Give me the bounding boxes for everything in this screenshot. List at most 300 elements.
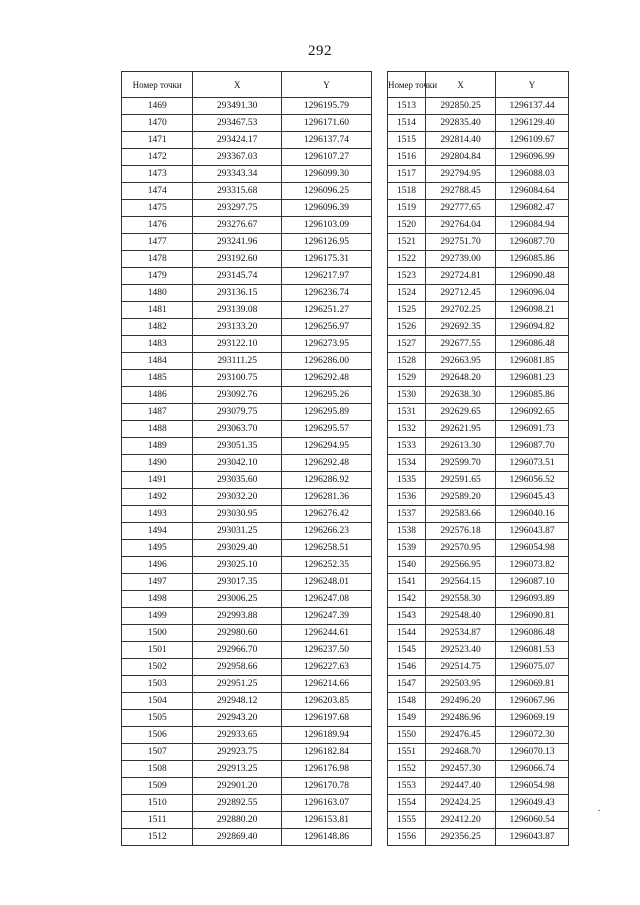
point-number-cell: 1471 [122, 132, 193, 149]
table-row [388, 370, 569, 387]
y-coordinate-cell: 1296175.31 [281, 251, 371, 268]
table-row [388, 285, 569, 302]
x-coordinate-cell: 292892.55 [193, 795, 282, 812]
y-coordinate-cell: 1296096.25 [281, 183, 371, 200]
x-coordinate-cell: 293133.20 [193, 319, 282, 336]
table-row [122, 404, 372, 421]
point-number-cell: 1524 [388, 285, 426, 302]
point-number-cell: 1536 [388, 489, 426, 506]
y-coordinate-cell: 1296085.86 [496, 251, 569, 268]
x-coordinate-cell: 293145.74 [193, 268, 282, 285]
x-coordinate-cell: 293122.10 [193, 336, 282, 353]
header-x: X [193, 72, 282, 98]
point-number-cell: 1544 [388, 625, 426, 642]
y-coordinate-cell: 1296148.86 [281, 829, 371, 846]
table-row [122, 438, 372, 455]
y-coordinate-cell: 1296087.70 [496, 438, 569, 455]
table-row [122, 591, 372, 608]
y-coordinate-cell: 1296045.43 [496, 489, 569, 506]
y-coordinate-cell: 1296049.43 [496, 795, 569, 812]
table-row [388, 387, 569, 404]
y-coordinate-cell: 1296153.81 [281, 812, 371, 829]
x-coordinate-cell: 293029.40 [193, 540, 282, 557]
point-number-cell: 1529 [388, 370, 426, 387]
point-number-cell: 1525 [388, 302, 426, 319]
table-row [122, 761, 372, 778]
point-number-cell: 1499 [122, 608, 193, 625]
point-number-cell: 1492 [122, 489, 193, 506]
x-coordinate-cell: 292599.70 [426, 455, 496, 472]
y-coordinate-cell: 1296217.97 [281, 268, 371, 285]
table-row [388, 98, 569, 115]
point-number-cell: 1540 [388, 557, 426, 574]
point-number-cell: 1531 [388, 404, 426, 421]
point-number-cell: 1511 [122, 812, 193, 829]
y-coordinate-cell: 1296098.21 [496, 302, 569, 319]
y-coordinate-cell: 1296086.48 [496, 336, 569, 353]
point-number-cell: 1491 [122, 472, 193, 489]
table-row [388, 625, 569, 642]
x-coordinate-cell: 293192.60 [193, 251, 282, 268]
x-coordinate-cell: 292724.81 [426, 268, 496, 285]
point-number-cell: 1537 [388, 506, 426, 523]
point-number-cell: 1490 [122, 455, 193, 472]
x-coordinate-cell: 292869.40 [193, 829, 282, 846]
x-coordinate-cell: 293467.53 [193, 115, 282, 132]
x-coordinate-cell: 292476.45 [426, 727, 496, 744]
table-row [388, 574, 569, 591]
y-coordinate-cell: 1296252.35 [281, 557, 371, 574]
x-coordinate-cell: 292648.20 [426, 370, 496, 387]
x-coordinate-cell: 292638.30 [426, 387, 496, 404]
point-number-cell: 1545 [388, 642, 426, 659]
table-row [388, 506, 569, 523]
table-row [122, 353, 372, 370]
x-coordinate-cell: 293006.25 [193, 591, 282, 608]
x-coordinate-cell: 293297.75 [193, 200, 282, 217]
y-coordinate-cell: 1296090.81 [496, 608, 569, 625]
point-number-cell: 1481 [122, 302, 193, 319]
x-coordinate-cell: 292447.40 [426, 778, 496, 795]
x-coordinate-cell: 292558.30 [426, 591, 496, 608]
table-row [388, 251, 569, 268]
x-coordinate-cell: 293424.17 [193, 132, 282, 149]
table-row [122, 302, 372, 319]
y-coordinate-cell: 1296256.97 [281, 319, 371, 336]
table-row [388, 166, 569, 183]
y-coordinate-cell: 1296251.27 [281, 302, 371, 319]
y-coordinate-cell: 1296073.82 [496, 557, 569, 574]
x-coordinate-cell: 292951.25 [193, 676, 282, 693]
point-number-cell: 1528 [388, 353, 426, 370]
y-coordinate-cell: 1296091.73 [496, 421, 569, 438]
x-coordinate-cell: 292788.45 [426, 183, 496, 200]
table-row [122, 574, 372, 591]
y-coordinate-cell: 1296203.85 [281, 693, 371, 710]
point-number-cell: 1483 [122, 336, 193, 353]
x-coordinate-cell: 293136.15 [193, 285, 282, 302]
table-row [388, 557, 569, 574]
table-row [388, 693, 569, 710]
x-coordinate-cell: 293035.60 [193, 472, 282, 489]
x-coordinate-cell: 293051.35 [193, 438, 282, 455]
point-number-cell: 1542 [388, 591, 426, 608]
x-coordinate-cell: 292739.00 [426, 251, 496, 268]
table-row [122, 336, 372, 353]
point-number-cell: 1474 [122, 183, 193, 200]
y-coordinate-cell: 1296087.10 [496, 574, 569, 591]
table-row [122, 268, 372, 285]
x-coordinate-cell: 292958.66 [193, 659, 282, 676]
point-number-cell: 1550 [388, 727, 426, 744]
x-coordinate-cell: 293276.67 [193, 217, 282, 234]
y-coordinate-cell: 1296087.70 [496, 234, 569, 251]
table-row [388, 727, 569, 744]
y-coordinate-cell: 1296081.53 [496, 642, 569, 659]
table-row [122, 234, 372, 251]
x-coordinate-cell: 292751.70 [426, 234, 496, 251]
y-coordinate-cell: 1296295.26 [281, 387, 371, 404]
header-y: Y [496, 72, 569, 98]
y-coordinate-cell: 1296092.65 [496, 404, 569, 421]
y-coordinate-cell: 1296066.74 [496, 761, 569, 778]
point-number-cell: 1512 [122, 829, 193, 846]
point-number-cell: 1502 [122, 659, 193, 676]
table-row [388, 659, 569, 676]
y-coordinate-cell: 1296093.89 [496, 591, 569, 608]
x-coordinate-cell: 292583.66 [426, 506, 496, 523]
point-number-cell: 1520 [388, 217, 426, 234]
table-row [122, 523, 372, 540]
x-coordinate-cell: 293030.95 [193, 506, 282, 523]
y-coordinate-cell: 1296214.66 [281, 676, 371, 693]
scan-speck [598, 810, 600, 811]
table-row [388, 744, 569, 761]
point-number-cell: 1535 [388, 472, 426, 489]
coordinates-table-left [121, 71, 372, 846]
point-number-cell: 1497 [122, 574, 193, 591]
y-coordinate-cell: 1296086.48 [496, 625, 569, 642]
y-coordinate-cell: 1296182.84 [281, 744, 371, 761]
x-coordinate-cell: 292777.65 [426, 200, 496, 217]
point-number-cell: 1516 [388, 149, 426, 166]
table-row [388, 472, 569, 489]
table-row [388, 183, 569, 200]
x-coordinate-cell: 292702.25 [426, 302, 496, 319]
y-coordinate-cell: 1296195.79 [281, 98, 371, 115]
point-number-cell: 1506 [122, 727, 193, 744]
y-coordinate-cell: 1296109.67 [496, 132, 569, 149]
point-number-cell: 1551 [388, 744, 426, 761]
point-number-cell: 1489 [122, 438, 193, 455]
x-coordinate-cell: 292980.60 [193, 625, 282, 642]
table-row [388, 812, 569, 829]
point-number-cell: 1546 [388, 659, 426, 676]
table-row [122, 285, 372, 302]
y-coordinate-cell: 1296085.86 [496, 387, 569, 404]
point-number-cell: 1538 [388, 523, 426, 540]
y-coordinate-cell: 1296126.95 [281, 234, 371, 251]
x-coordinate-cell: 293032.20 [193, 489, 282, 506]
point-number-cell: 1498 [122, 591, 193, 608]
table-row [388, 455, 569, 472]
point-number-cell: 1553 [388, 778, 426, 795]
point-number-cell: 1523 [388, 268, 426, 285]
y-coordinate-cell: 1296163.07 [281, 795, 371, 812]
y-coordinate-cell: 1296082.47 [496, 200, 569, 217]
table-row [122, 421, 372, 438]
coordinates-table-right [387, 71, 569, 846]
point-number-cell: 1530 [388, 387, 426, 404]
y-coordinate-cell: 1296094.82 [496, 319, 569, 336]
point-number-cell: 1488 [122, 421, 193, 438]
header-x: X [426, 72, 496, 98]
y-coordinate-cell: 1296248.01 [281, 574, 371, 591]
y-coordinate-cell: 1296295.89 [281, 404, 371, 421]
table-row [122, 251, 372, 268]
table-header-row [122, 72, 372, 98]
point-number-cell: 1508 [122, 761, 193, 778]
point-number-cell: 1522 [388, 251, 426, 268]
y-coordinate-cell: 1296096.39 [281, 200, 371, 217]
table-row [122, 625, 372, 642]
x-coordinate-cell: 292948.12 [193, 693, 282, 710]
table-row [388, 404, 569, 421]
point-number-cell: 1503 [122, 676, 193, 693]
x-coordinate-cell: 293241.96 [193, 234, 282, 251]
table-row [122, 795, 372, 812]
x-coordinate-cell: 292712.45 [426, 285, 496, 302]
y-coordinate-cell: 1296236.74 [281, 285, 371, 302]
table-row [122, 132, 372, 149]
point-number-cell: 1500 [122, 625, 193, 642]
point-number-cell: 1519 [388, 200, 426, 217]
x-coordinate-cell: 292913.25 [193, 761, 282, 778]
x-coordinate-cell: 292901.20 [193, 778, 282, 795]
table-row [388, 200, 569, 217]
point-number-cell: 1505 [122, 710, 193, 727]
header-y: Y [281, 72, 371, 98]
table-row [122, 659, 372, 676]
x-coordinate-cell: 292523.40 [426, 642, 496, 659]
x-coordinate-cell: 292804.84 [426, 149, 496, 166]
table-row [388, 676, 569, 693]
point-number-cell: 1521 [388, 234, 426, 251]
point-number-cell: 1507 [122, 744, 193, 761]
table-row [122, 370, 372, 387]
y-coordinate-cell: 1296286.00 [281, 353, 371, 370]
point-number-cell: 1510 [122, 795, 193, 812]
page-number: 292 [308, 43, 332, 59]
x-coordinate-cell: 292412.20 [426, 812, 496, 829]
table-row [122, 217, 372, 234]
table-row [388, 336, 569, 353]
point-number-cell: 1504 [122, 693, 193, 710]
point-number-cell: 1515 [388, 132, 426, 149]
y-coordinate-cell: 1296088.03 [496, 166, 569, 183]
y-coordinate-cell: 1296294.95 [281, 438, 371, 455]
x-coordinate-cell: 292457.30 [426, 761, 496, 778]
table-row [122, 319, 372, 336]
point-number-cell: 1493 [122, 506, 193, 523]
x-coordinate-cell: 292496.20 [426, 693, 496, 710]
table-header-row [388, 72, 569, 98]
x-coordinate-cell: 293079.75 [193, 404, 282, 421]
point-number-cell: 1556 [388, 829, 426, 846]
table-row [122, 693, 372, 710]
y-coordinate-cell: 1296056.52 [496, 472, 569, 489]
point-number-cell: 1475 [122, 200, 193, 217]
table-row [122, 829, 372, 846]
x-coordinate-cell: 293031.25 [193, 523, 282, 540]
x-coordinate-cell: 292993.88 [193, 608, 282, 625]
table-row [122, 489, 372, 506]
point-number-cell: 1514 [388, 115, 426, 132]
table-row [122, 166, 372, 183]
point-number-cell: 1487 [122, 404, 193, 421]
y-coordinate-cell: 1296170.78 [281, 778, 371, 795]
y-coordinate-cell: 1296137.74 [281, 132, 371, 149]
point-number-cell: 1534 [388, 455, 426, 472]
table-row [388, 795, 569, 812]
y-coordinate-cell: 1296107.27 [281, 149, 371, 166]
table-row [122, 727, 372, 744]
table-row [388, 761, 569, 778]
y-coordinate-cell: 1296043.87 [496, 523, 569, 540]
x-coordinate-cell: 292814.40 [426, 132, 496, 149]
point-number-cell: 1526 [388, 319, 426, 336]
y-coordinate-cell: 1296096.04 [496, 285, 569, 302]
table-row [388, 642, 569, 659]
table-row [388, 217, 569, 234]
point-number-cell: 1476 [122, 217, 193, 234]
point-number-cell: 1472 [122, 149, 193, 166]
x-coordinate-cell: 293092.76 [193, 387, 282, 404]
x-coordinate-cell: 292943.20 [193, 710, 282, 727]
y-coordinate-cell: 1296043.87 [496, 829, 569, 846]
y-coordinate-cell: 1296099.30 [281, 166, 371, 183]
y-coordinate-cell: 1296060.54 [496, 812, 569, 829]
x-coordinate-cell: 292663.95 [426, 353, 496, 370]
point-number-cell: 1541 [388, 574, 426, 591]
y-coordinate-cell: 1296084.94 [496, 217, 569, 234]
y-coordinate-cell: 1296276.42 [281, 506, 371, 523]
x-coordinate-cell: 293491.30 [193, 98, 282, 115]
point-number-cell: 1495 [122, 540, 193, 557]
table-row [388, 778, 569, 795]
x-coordinate-cell: 292566.95 [426, 557, 496, 574]
x-coordinate-cell: 292570.95 [426, 540, 496, 557]
x-coordinate-cell: 292923.75 [193, 744, 282, 761]
y-coordinate-cell: 1296081.85 [496, 353, 569, 370]
x-coordinate-cell: 292692.35 [426, 319, 496, 336]
table-row [388, 608, 569, 625]
point-number-cell: 1555 [388, 812, 426, 829]
table-row [388, 149, 569, 166]
y-coordinate-cell: 1296070.13 [496, 744, 569, 761]
x-coordinate-cell: 292966.70 [193, 642, 282, 659]
point-number-cell: 1554 [388, 795, 426, 812]
y-coordinate-cell: 1296090.48 [496, 268, 569, 285]
y-coordinate-cell: 1296072.30 [496, 727, 569, 744]
point-number-cell: 1532 [388, 421, 426, 438]
point-number-cell: 1549 [388, 710, 426, 727]
y-coordinate-cell: 1296067.96 [496, 693, 569, 710]
x-coordinate-cell: 293063.70 [193, 421, 282, 438]
y-coordinate-cell: 1296295.57 [281, 421, 371, 438]
y-coordinate-cell: 1296237.50 [281, 642, 371, 659]
x-coordinate-cell: 293100.75 [193, 370, 282, 387]
x-coordinate-cell: 293315.68 [193, 183, 282, 200]
table-row [122, 642, 372, 659]
y-coordinate-cell: 1296054.98 [496, 540, 569, 557]
table-row [122, 778, 372, 795]
y-coordinate-cell: 1296266.23 [281, 523, 371, 540]
point-number-cell: 1527 [388, 336, 426, 353]
y-coordinate-cell: 1296171.60 [281, 115, 371, 132]
x-coordinate-cell: 292835.40 [426, 115, 496, 132]
table-row [388, 132, 569, 149]
x-coordinate-cell: 292591.65 [426, 472, 496, 489]
y-coordinate-cell: 1296040.16 [496, 506, 569, 523]
point-number-cell: 1496 [122, 557, 193, 574]
table-row [122, 710, 372, 727]
x-coordinate-cell: 293042.10 [193, 455, 282, 472]
table-row [122, 608, 372, 625]
point-number-cell: 1494 [122, 523, 193, 540]
y-coordinate-cell: 1296247.08 [281, 591, 371, 608]
point-number-cell: 1501 [122, 642, 193, 659]
table-row [122, 387, 372, 404]
header-point-number: Номер точки [388, 72, 426, 98]
point-number-cell: 1509 [122, 778, 193, 795]
x-coordinate-cell: 292468.70 [426, 744, 496, 761]
point-number-cell: 1469 [122, 98, 193, 115]
point-number-cell: 1482 [122, 319, 193, 336]
table-row [388, 421, 569, 438]
table-row [122, 455, 372, 472]
x-coordinate-cell: 293025.10 [193, 557, 282, 574]
x-coordinate-cell: 292589.20 [426, 489, 496, 506]
x-coordinate-cell: 292548.40 [426, 608, 496, 625]
x-coordinate-cell: 292677.55 [426, 336, 496, 353]
point-number-cell: 1539 [388, 540, 426, 557]
x-coordinate-cell: 292850.25 [426, 98, 496, 115]
x-coordinate-cell: 292564.15 [426, 574, 496, 591]
table-row [122, 557, 372, 574]
table-row [388, 710, 569, 727]
table-row [122, 540, 372, 557]
y-coordinate-cell: 1296075.07 [496, 659, 569, 676]
table-row [122, 472, 372, 489]
table-row [388, 115, 569, 132]
x-coordinate-cell: 293017.35 [193, 574, 282, 591]
table-row [388, 319, 569, 336]
point-number-cell: 1552 [388, 761, 426, 778]
y-coordinate-cell: 1296069.81 [496, 676, 569, 693]
y-coordinate-cell: 1296258.51 [281, 540, 371, 557]
table-row [122, 676, 372, 693]
table-row [122, 812, 372, 829]
table-row [122, 98, 372, 115]
y-coordinate-cell: 1296281.36 [281, 489, 371, 506]
table-row [388, 829, 569, 846]
x-coordinate-cell: 292514.75 [426, 659, 496, 676]
point-number-cell: 1533 [388, 438, 426, 455]
table-row [122, 744, 372, 761]
y-coordinate-cell: 1296096.99 [496, 149, 569, 166]
point-number-cell: 1480 [122, 285, 193, 302]
